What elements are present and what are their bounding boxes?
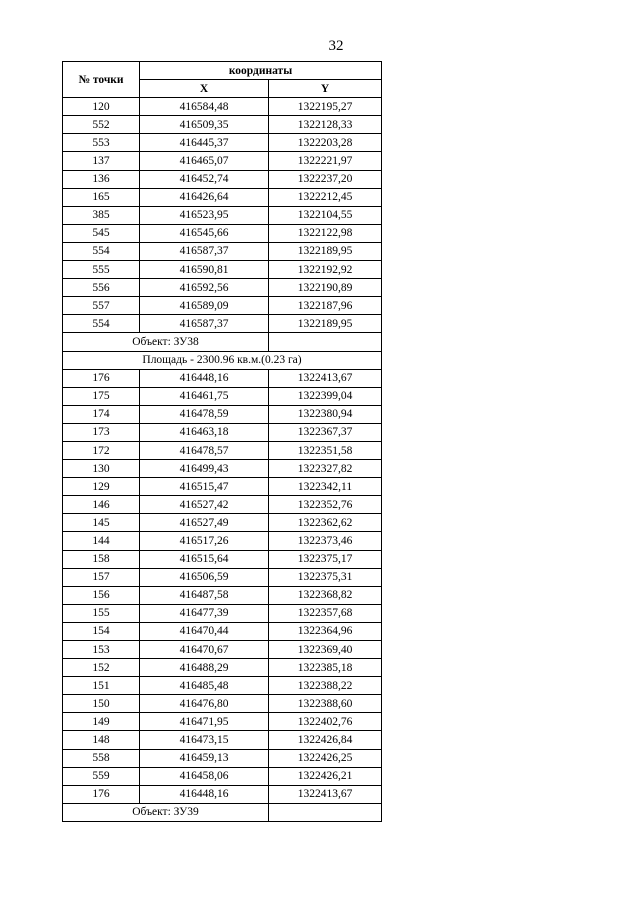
table-row [63,279,382,297]
y-coordinate-cell: 1322192,92 [269,261,382,279]
y-coordinate-cell: 1322369,40 [269,641,382,659]
point-number-cell: 555 [63,261,140,279]
y-coordinate-cell: 1322362,62 [269,514,382,532]
table-row [63,568,382,586]
point-number-cell: 552 [63,116,140,134]
y-coordinate-cell: 1322388,60 [269,695,382,713]
y-coordinate-cell: 1322373,46 [269,532,382,550]
point-number-cell: 175 [63,387,140,405]
x-coordinate-cell: 416461,75 [140,387,269,405]
header-coordinates: координаты [140,62,382,80]
x-coordinate-cell: 416448,16 [140,785,269,803]
table-row [63,441,382,459]
y-coordinate-cell: 1322237,20 [269,170,382,188]
y-coordinate-cell: 1322104,55 [269,206,382,224]
block1-rows [63,98,382,333]
x-coordinate-cell: 416589,09 [140,297,269,315]
y-coordinate-cell: 1322426,21 [269,767,382,785]
y-coordinate-cell: 1322402,76 [269,713,382,731]
table-row [63,387,382,405]
point-number-cell: 556 [63,279,140,297]
y-coordinate-cell: 1322327,82 [269,460,382,478]
y-coordinate-cell: 1322128,33 [269,116,382,134]
y-coordinate-cell: 1322221,97 [269,152,382,170]
table-row [63,604,382,622]
y-coordinate-cell: 1322351,58 [269,441,382,459]
point-number-cell: 146 [63,496,140,514]
object-label-zu39: Объект: ЗУ39 [63,803,269,821]
y-coordinate-cell: 1322426,25 [269,749,382,767]
y-coordinate-cell: 1322375,17 [269,550,382,568]
point-number-cell: 558 [63,749,140,767]
x-coordinate-cell: 416478,57 [140,441,269,459]
x-coordinate-cell: 416477,39 [140,604,269,622]
table-row [63,188,382,206]
table-row [63,297,382,315]
y-coordinate-cell: 1322342,11 [269,478,382,496]
table-row [63,731,382,749]
point-number-cell: 174 [63,405,140,423]
object-label-zu38: Объект: ЗУ38 [63,333,269,351]
x-coordinate-cell: 416592,56 [140,279,269,297]
point-number-cell: 152 [63,659,140,677]
point-number-cell: 559 [63,767,140,785]
object-row [63,803,382,821]
table-row [63,315,382,333]
point-number-cell: 553 [63,134,140,152]
x-coordinate-cell: 416465,07 [140,152,269,170]
table-row [63,713,382,731]
y-coordinate-cell: 1322375,31 [269,568,382,586]
x-coordinate-cell: 416515,47 [140,478,269,496]
point-number-cell: 155 [63,604,140,622]
y-coordinate-cell: 1322212,45 [269,188,382,206]
y-coordinate-cell: 1322122,98 [269,224,382,242]
y-coordinate-cell: 1322413,67 [269,785,382,803]
table-row [63,242,382,260]
table-row [63,116,382,134]
table-row [63,550,382,568]
y-coordinate-cell: 1322190,89 [269,279,382,297]
y-coordinate-cell: 1322388,22 [269,677,382,695]
x-coordinate-cell: 416488,29 [140,659,269,677]
x-coordinate-cell: 416471,95 [140,713,269,731]
y-coordinate-cell: 1322364,96 [269,622,382,640]
table-row [63,261,382,279]
point-number-cell: 151 [63,677,140,695]
x-coordinate-cell: 416463,18 [140,423,269,441]
y-coordinate-cell: 1322195,27 [269,98,382,116]
x-coordinate-cell: 416506,59 [140,568,269,586]
y-coordinate-cell: 1322413,67 [269,369,382,387]
y-coordinate-cell: 1322187,96 [269,297,382,315]
point-number-cell: 176 [63,369,140,387]
x-coordinate-cell: 416499,43 [140,460,269,478]
x-coordinate-cell: 416426,64 [140,188,269,206]
x-coordinate-cell: 416523,95 [140,206,269,224]
x-coordinate-cell: 416473,15 [140,731,269,749]
y-coordinate-cell: 1322426,84 [269,731,382,749]
table-row [63,152,382,170]
table-row [63,767,382,785]
x-coordinate-cell: 416452,74 [140,170,269,188]
point-number-cell: 554 [63,242,140,260]
y-coordinate-cell: 1322352,76 [269,496,382,514]
point-number-cell: 137 [63,152,140,170]
y-coordinate-cell: 1322367,37 [269,423,382,441]
x-coordinate-cell: 416515,64 [140,550,269,568]
table-row [63,586,382,604]
y-coordinate-cell: 1322399,04 [269,387,382,405]
point-number-cell: 385 [63,206,140,224]
point-number-cell: 153 [63,641,140,659]
x-coordinate-cell: 416470,44 [140,622,269,640]
y-coordinate-cell: 1322380,94 [269,405,382,423]
table-row [63,514,382,532]
x-coordinate-cell: 416458,06 [140,767,269,785]
header-point-number: № точки [63,62,140,98]
point-number-cell: 130 [63,460,140,478]
y-coordinate-cell: 1322385,18 [269,659,382,677]
block2-rows [63,369,382,803]
y-coordinate-cell: 1322189,95 [269,315,382,333]
table-row [63,423,382,441]
y-coordinate-cell: 1322203,28 [269,134,382,152]
point-number-cell: 173 [63,423,140,441]
object-area: Площадь - 2300.96 кв.м.(0.23 га) [63,351,382,369]
table-row [63,532,382,550]
point-number-cell: 145 [63,514,140,532]
point-number-cell: 149 [63,713,140,731]
table-row [63,369,382,387]
point-number-cell: 176 [63,785,140,803]
table-row [63,98,382,116]
coordinates-table [62,61,382,822]
table-row [63,478,382,496]
object-empty-cell [269,803,382,821]
object-row [63,333,382,351]
point-number-cell: 136 [63,170,140,188]
y-coordinate-cell: 1322368,82 [269,586,382,604]
x-coordinate-cell: 416587,37 [140,315,269,333]
table-row [63,405,382,423]
x-coordinate-cell: 416476,80 [140,695,269,713]
table-row [63,206,382,224]
table-row [63,695,382,713]
point-number-cell: 554 [63,315,140,333]
table-row [63,496,382,514]
point-number-cell: 129 [63,478,140,496]
point-number-cell: 557 [63,297,140,315]
x-coordinate-cell: 416545,66 [140,224,269,242]
table-row [63,134,382,152]
y-coordinate-cell: 1322357,68 [269,604,382,622]
table-row [63,749,382,767]
page-number: 32 [328,38,344,54]
x-coordinate-cell: 416448,16 [140,369,269,387]
x-coordinate-cell: 416459,13 [140,749,269,767]
table-row [63,460,382,478]
point-number-cell: 157 [63,568,140,586]
header-x: X [140,80,269,98]
x-coordinate-cell: 416470,67 [140,641,269,659]
table-row [63,641,382,659]
x-coordinate-cell: 416445,37 [140,134,269,152]
table-row [63,224,382,242]
point-number-cell: 545 [63,224,140,242]
x-coordinate-cell: 416587,37 [140,242,269,260]
point-number-cell: 120 [63,98,140,116]
point-number-cell: 144 [63,532,140,550]
area-row [63,351,382,369]
x-coordinate-cell: 416584,48 [140,98,269,116]
table-row [63,170,382,188]
x-coordinate-cell: 416527,49 [140,514,269,532]
table-row [63,677,382,695]
table-row [63,659,382,677]
point-number-cell: 148 [63,731,140,749]
x-coordinate-cell: 416485,48 [140,677,269,695]
point-number-cell: 172 [63,441,140,459]
y-coordinate-cell: 1322189,95 [269,242,382,260]
point-number-cell: 165 [63,188,140,206]
point-number-cell: 156 [63,586,140,604]
x-coordinate-cell: 416487,58 [140,586,269,604]
point-number-cell: 154 [63,622,140,640]
object-empty-cell [269,333,382,351]
table-row [63,622,382,640]
x-coordinate-cell: 416590,81 [140,261,269,279]
x-coordinate-cell: 416517,26 [140,532,269,550]
point-number-cell: 158 [63,550,140,568]
point-number-cell: 150 [63,695,140,713]
x-coordinate-cell: 416509,35 [140,116,269,134]
header-y: Y [269,80,382,98]
x-coordinate-cell: 416527,42 [140,496,269,514]
x-coordinate-cell: 416478,59 [140,405,269,423]
table-row [63,785,382,803]
